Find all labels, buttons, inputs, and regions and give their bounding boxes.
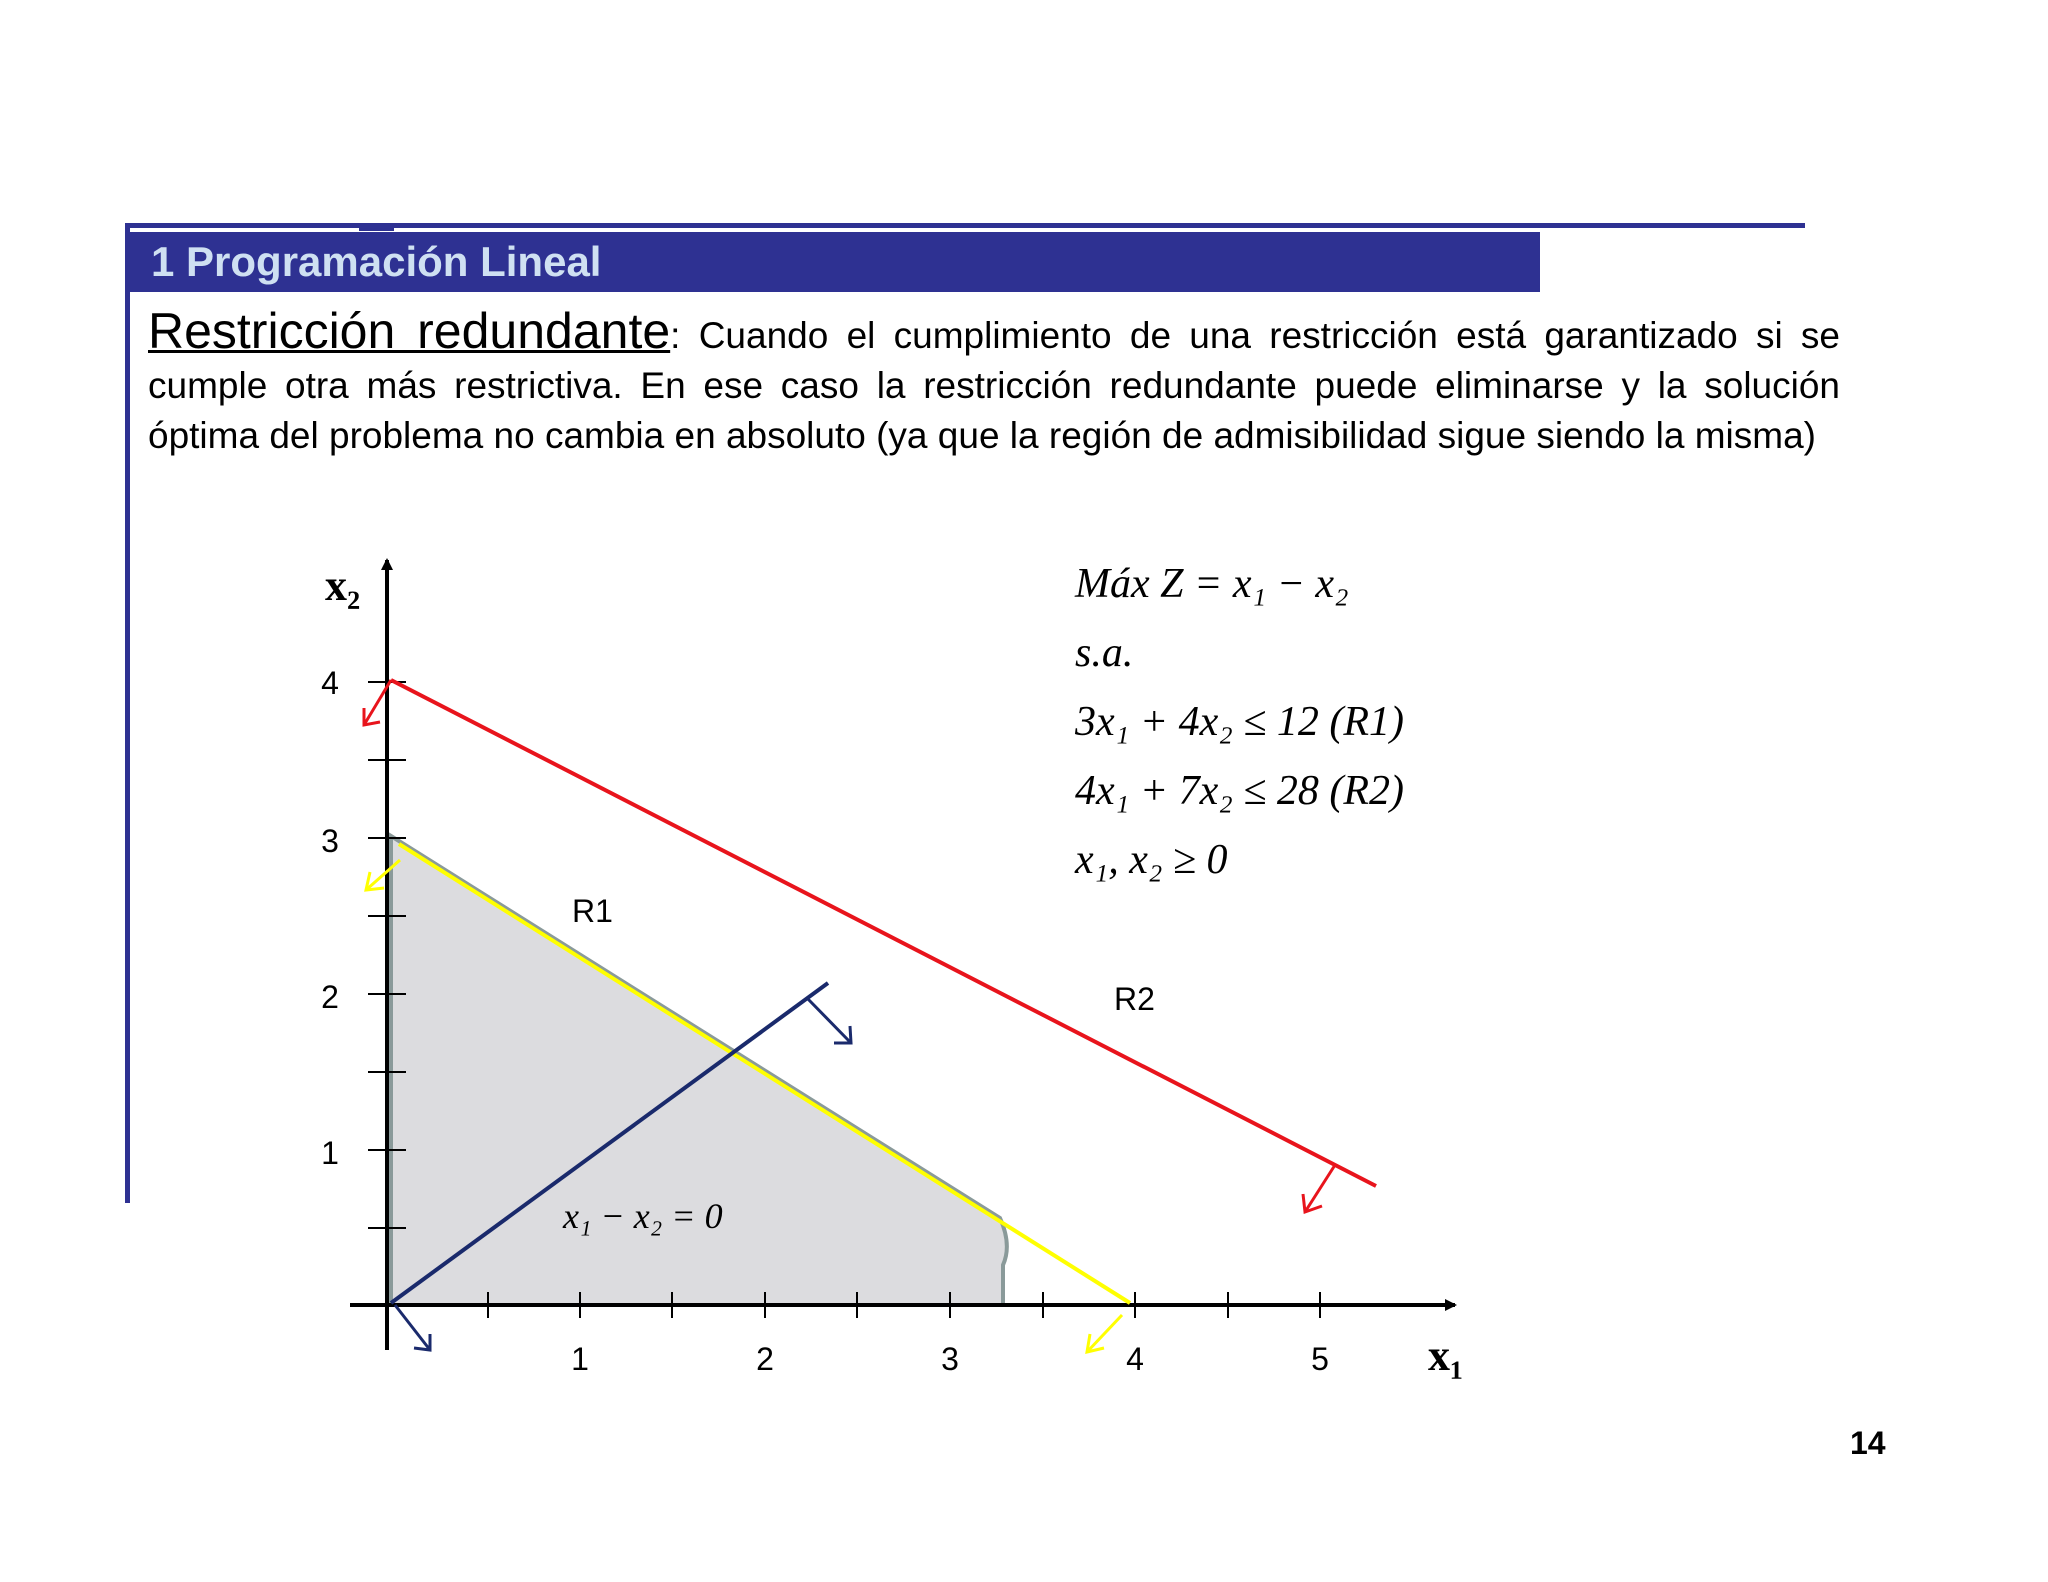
nonnegativity-constraint: x₁, x₂ ≥ 0 <box>1075 837 1228 883</box>
intro-term: Restricción redundante <box>148 303 671 359</box>
x-tick-1: 1 <box>571 1341 589 1377</box>
y-tick-1: 1 <box>321 1135 339 1171</box>
objective-line-label: x₁ − x₂ = 0 <box>563 1196 723 1236</box>
r2-direction-arrow <box>1303 1165 1335 1212</box>
x-tick-2: 2 <box>756 1341 774 1377</box>
x-tick-3: 3 <box>941 1341 959 1377</box>
y-axis-label: x₂ <box>325 561 361 610</box>
x-axis-label: x₁ <box>1428 1331 1464 1380</box>
x-tick-4: 4 <box>1126 1341 1144 1377</box>
objective-function: Máx Z = x₁ − x₂ <box>1075 561 1349 607</box>
objective-direction-arrow <box>395 1305 430 1350</box>
y-tick-2: 2 <box>321 979 339 1015</box>
lp-model <box>1075 560 1404 905</box>
slide-title: 1 Programación Lineal <box>125 232 1540 292</box>
constraint-r1: 3x₁ + 4x₂ ≤ 12 (R1) <box>1075 699 1405 745</box>
r2-label: R2 <box>1114 981 1155 1017</box>
page-number: 14 <box>1850 1425 1886 1461</box>
constraint-r2: 4x₁ + 7x₂ ≤ 28 (R2) <box>1075 768 1405 814</box>
objective-direction-arrow <box>807 998 851 1043</box>
r1-direction-arrow <box>1087 1315 1122 1352</box>
subject-to: s.a. <box>1075 630 1134 676</box>
y-tick-4: 4 <box>321 665 339 701</box>
intro-text: : Cuando el cumplimiento de una restricción está garantizado si se cumple otra más restrictiva. En ese caso la restricción redundante puede eliminarse y la solución óptima del problema no cambia en absoluto (ya que la región de admisibilidad sigue siendo la misma) <box>148 315 1840 456</box>
r1-label: R1 <box>572 893 613 929</box>
x-tick-5: 5 <box>1311 1341 1329 1377</box>
y-tick-3: 3 <box>321 823 339 859</box>
